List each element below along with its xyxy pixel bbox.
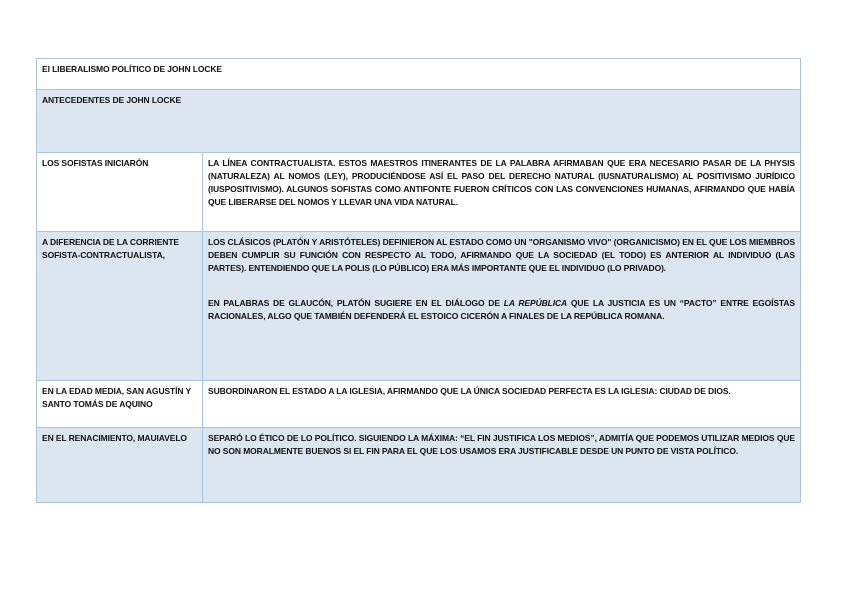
- row-text-cell: [203, 232, 801, 381]
- row-label: EN EL RENACIMIENTO, MAUIAVELO: [37, 428, 203, 503]
- table-row: [37, 153, 801, 232]
- paragraph-2-end: QUE LA JUSTICIA ES UN “PACTO” ENTRE EGOÍSTAS RACIONALES, ALGO QUE TAMBIÉN DEFENDERÁ EL ESTOICO CICERÓN A FINALES DE LA REPÚBLICA ROMANA.: [208, 298, 795, 321]
- table-row: [37, 381, 801, 428]
- table-row: [37, 232, 801, 381]
- title-row: [37, 59, 801, 90]
- row-label: A DIFERENCIA DE LA CORRIENTE SOFISTA-CONTRACTUALISTA,: [37, 232, 203, 381]
- row-text: LOS CLÁSICOS (PLATÓN Y ARISTÓTELES) DEFINIERON AL ESTADO COMO UN "ORGANISMO VIVO" (ORGANICISMO) EN EL QUE LOS MIEMBROS DEBEN CUMPLIR SU FUNCIÓN CON RESPECTO AL TODO, AFIRMANDO QUE LA SOCIEDAD (EL TODO) ES ANTERIOR AL INDIVIDUO (LAS PARTES). ENTENDIENDO QUE LA POLIS (LO PÚBLICO) ERA MÁS IMPORTANTE QUE EL INDIVIDUO (LO PRIVADO).: [208, 237, 795, 273]
- row-label: EN LA EDAD MEDIA, SAN AGUSTÍN Y SANTO TOMÁS DE AQUINO: [37, 381, 203, 428]
- row-label: LOS SOFISTAS INICIARÓN: [37, 153, 203, 232]
- row-text: SEPARÓ LO ÉTICO DE LO POLÍTICO. SIGUIENDO LA MÁXIMA: “EL FIN JUSTIFICA LOS MEDIOS”, ADMITÍA QUE PODEMOS UTILIZAR MEDIOS QUE NO SON MORALMENTE BUENOS SI EL FIN PARA EL QUE LOS USAMOS ERA JUSTIFICABLE DESDE UN PUNTO DE VISTA POLÍTICO.: [203, 428, 801, 503]
- row-text-paragraph-2: [208, 297, 795, 323]
- paragraph-2-start: EN PALABRAS DE GLAUCÓN, PLATÓN SUGIERE EN EL DIÁLOGO DE: [208, 298, 504, 308]
- section-heading: ANTECEDENTES DE JOHN LOCKE: [37, 90, 801, 153]
- row-text: SUBORDINARON EL ESTADO A LA IGLESIA, AFIRMANDO QUE LA ÚNICA SOCIEDAD PERFECTA ES LA IGLESIA: CIUDAD DE DIOS.: [203, 381, 801, 428]
- book-title: LA REPÚBLICA: [503, 298, 568, 308]
- table-row: [37, 428, 801, 503]
- document-title: El LIBERALISMO POLÍTICO DE JOHN LOCKE: [37, 59, 801, 90]
- row-text: LA LÍNEA CONTRACTUALISTA. ESTOS MAESTROS ITINERANTES DE LA PALABRA AFIRMABAN QUE ERA NECESARIO PASAR DE LA PHYSIS (NATURALEZA) AL NOMOS (LEY), PRODUCIÉNDOSE ASÍ EL PASO DEL DERECHO NATURAL (IUSNATURALISMO) AL POSITIVISMO JURÍDICO (IUSPOSITIVISMO). ALGUNOS SOFISTAS COMO ANTIFONTE FUERON CRÍTICOS CON LAS CONVENCIONES HUMANAS, AFIRMANDO QUE HABÍA QUE LIBERARSE DEL NOMOS Y LLEVAR UNA VIDA NATURAL.: [203, 153, 801, 232]
- locke-table: [36, 58, 801, 503]
- section-heading-row: [37, 90, 801, 153]
